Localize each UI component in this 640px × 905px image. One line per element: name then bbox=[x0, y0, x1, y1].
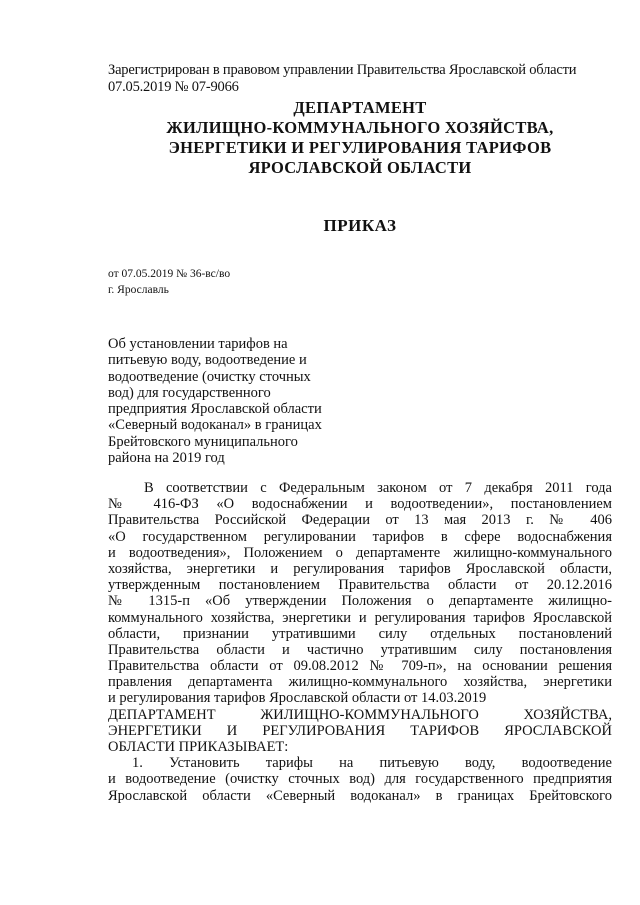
registration-line-2: 07.05.2019 № 07-9066 bbox=[108, 79, 239, 95]
subject-line: вод) для государственного bbox=[108, 384, 271, 401]
body-line: Правительства Российской Федерации от 13 мая 2013 г. № 406 bbox=[108, 512, 612, 529]
order-meta bbox=[108, 266, 230, 298]
subject-line: «Северный водоканал» в границах bbox=[108, 417, 322, 434]
body-line: и регулирования тарифов Ярославской области от 14.03.2019 bbox=[108, 690, 487, 707]
registration-note bbox=[108, 62, 628, 96]
subject-line: района на 2019 год bbox=[108, 450, 225, 467]
body-line: 1. Установить тарифы на питьевую воду, водоотведение bbox=[132, 755, 612, 772]
subject-line: Брейтовского муниципального bbox=[108, 433, 298, 450]
body-line: ОБЛАСТИ ПРИКАЗЫВАЕТ: bbox=[108, 739, 289, 755]
body-line: области, признании утратившими силу отдельных постановлений bbox=[108, 625, 612, 642]
body-line: Ярославской области «Северный водоканал» в границах Брейтовского bbox=[108, 787, 612, 804]
body-line: утвержденным постановлением Правительства области от 20.12.2016 bbox=[108, 577, 612, 594]
body-line: правления департамента жилищно-коммунального хозяйства, энергетики bbox=[108, 674, 612, 691]
body-line: ДЕПАРТАМЕНТ ЖИЛИЩНО-КОММУНАЛЬНОГО ХОЗЯЙСТВА, bbox=[108, 706, 612, 723]
subject-line: Об установлении тарифов на bbox=[108, 336, 288, 352]
order-city: г. Ярославль bbox=[108, 284, 169, 296]
department-line-4: ЯРОСЛАВСКОЙ ОБЛАСТИ bbox=[248, 158, 472, 177]
body-line: и водоотведения», Положением о департаменте жилищно-коммунального bbox=[108, 544, 612, 561]
order-title: ПРИКАЗ bbox=[323, 216, 397, 235]
department-heading bbox=[100, 98, 620, 178]
body-line: «О государственном регулировании тарифов в сфере водоснабжения bbox=[108, 528, 612, 545]
department-line-2: ЖИЛИЩНО-КОММУНАЛЬНОГО ХОЗЯЙСТВА, bbox=[166, 118, 554, 137]
body-line: № 416-ФЗ «О водоснабжении и водоотведении», постановлением bbox=[108, 496, 612, 513]
order-subject bbox=[108, 336, 368, 466]
subject-line: водоотведение (очистку сточных bbox=[108, 368, 311, 385]
subject-line: питьевую воду, водоотведение и bbox=[108, 352, 307, 369]
body-line: В соответствии с Федеральным законом от 7 декабря 2011 года bbox=[144, 480, 612, 496]
body-line: Правительства области от 09.08.2012 № 709-п», на основании решения bbox=[108, 658, 612, 675]
body-line: ЭНЕРГЕТИКИ И РЕГУЛИРОВАНИЯ ТАРИФОВ ЯРОСЛАВСКОЙ bbox=[108, 722, 612, 739]
department-line-1: ДЕПАРТАМЕНТ bbox=[293, 98, 427, 117]
registration-line-1: Зарегистрирован в правовом управлении Правительства Ярославской области bbox=[108, 62, 577, 78]
subject-line: предприятия Ярославской области bbox=[108, 401, 322, 418]
body-line: хозяйства, энергетики и регулирования тарифов Ярославской области, bbox=[108, 560, 612, 577]
body-line: коммунального хозяйства, энергетики и регулирования тарифов Ярославской bbox=[108, 609, 612, 626]
order-body bbox=[108, 480, 612, 804]
order-date-number: от 07.05.2019 № 36-вс/во bbox=[108, 268, 231, 280]
department-line-3: ЭНЕРГЕТИКИ И РЕГУЛИРОВАНИЯ ТАРИФОВ bbox=[168, 138, 552, 157]
body-line: Правительства области и частично утратившим силу постановления bbox=[108, 641, 612, 658]
body-line: и водоотведение (очистку сточных вод) для государственного предприятия bbox=[108, 771, 612, 788]
body-line: № 1315-п «Об утверждении Положения о департаменте жилищно- bbox=[108, 593, 612, 610]
